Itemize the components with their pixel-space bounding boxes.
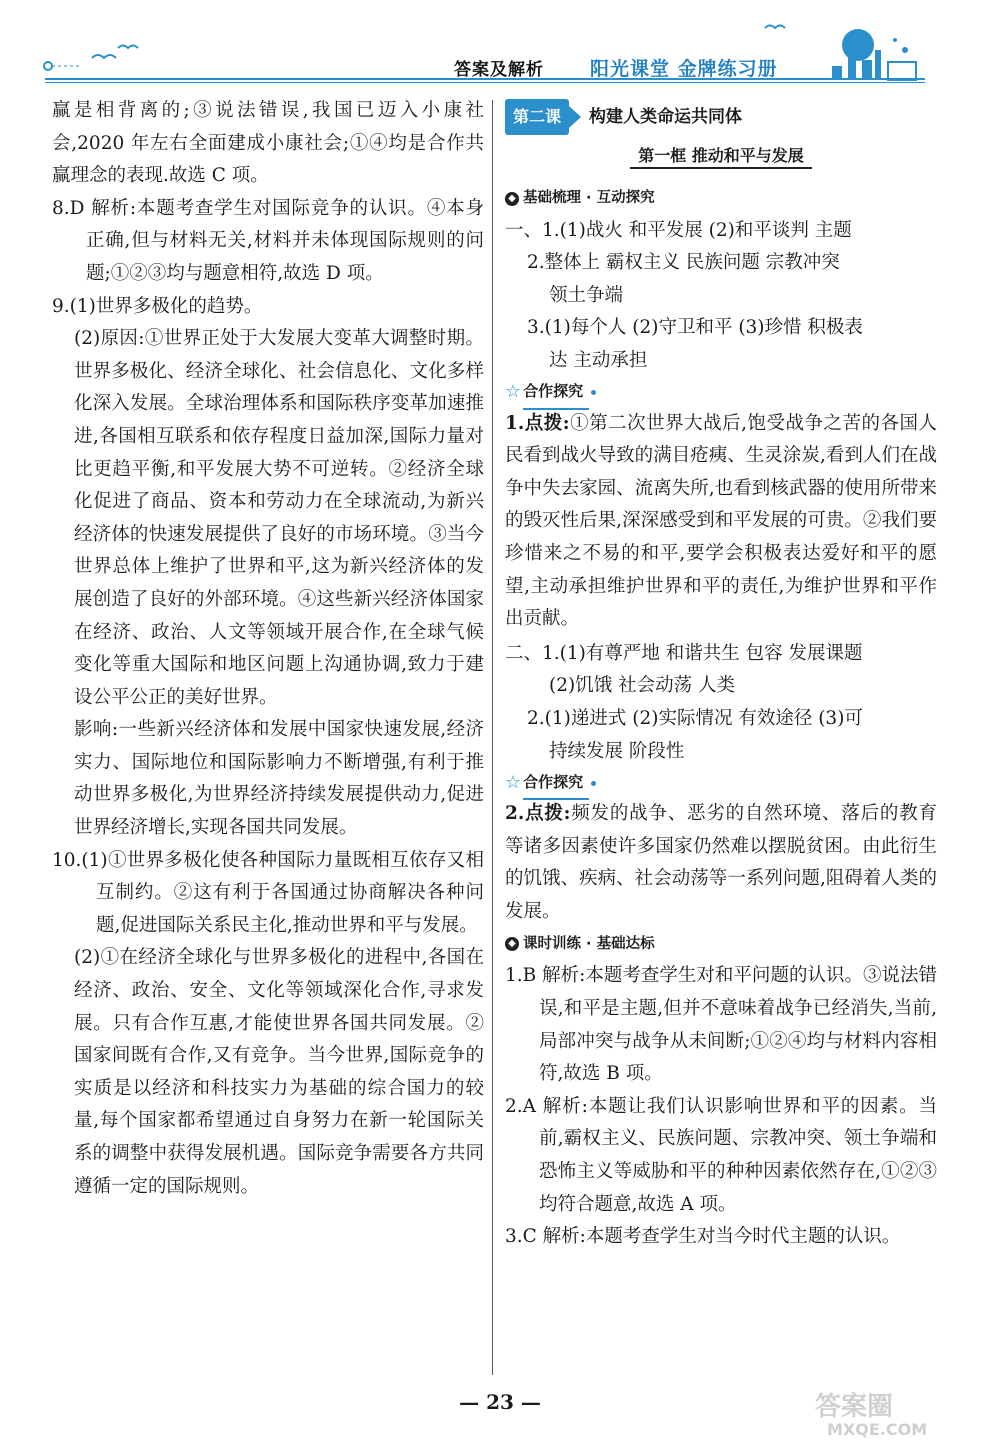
star-icon: ☆ [505, 771, 522, 793]
svg-text:答案圈: 答案圈 [815, 1392, 894, 1422]
header-label: 答案及解析 [454, 60, 544, 80]
svg-text:MXQE.COM: MXQE.COM [827, 1420, 928, 1439]
training-answer-2: 2.A 解析:本题让我们认识影响世界和平的因素。当前,霸权主义、民族问题、宗教冲突、领土争端和恐怖主义等威胁和平的种种因素依然存在,①②③均符合题意,故选 A 项。 [505, 1095, 937, 1215]
s1-line: 2.整体上 霸权主义 民族问题 宗教冲突 [527, 252, 840, 274]
frame-title-text: 第一框 推动和平与发展 [630, 146, 812, 169]
header-decoration-icon [0, 0, 1000, 100]
cooperative-inquiry-heading [505, 378, 937, 408]
s2-line: 二、1.(1)有尊严地 和谐共生 包容 发展课题 [505, 642, 863, 664]
answer-8: 8.D 解析:本题考查学生对国际竞争的认识。④本身正确,但与材料无关,材料并未体现国际规则的问题;①②③均与题意相符,故选 D 项。 [52, 197, 484, 284]
cooperative-inquiry-label: 合作探究 [523, 375, 589, 410]
header-brand: 阳光课堂 金牌练习册 [590, 58, 778, 80]
answer-9-part1: 9.(1)世界多极化的趋势。 [52, 295, 263, 317]
answer-9-impact: 影响:一些新兴经济体和发展中国家快速发展,经济实力、国际地位和国际影响力不断增强,有利于推动世界多极化,为世界经济持续发展提供动力,促进世界经济增长,实现各国共同发展。 [74, 719, 484, 839]
lesson-heading [505, 100, 937, 134]
star-icon: ☆ [505, 381, 522, 403]
frame-title [505, 140, 937, 173]
dot-icon [591, 781, 596, 786]
training-answer-3: 3.C 解析:本题考查学生对当今时代主题的认识。 [505, 1226, 901, 1248]
page-header [0, 0, 1000, 100]
lesson-arrow-icon [569, 106, 581, 128]
coop1-text: ①第二次世界大战后,饱受战争之苦的各国人民看到战火导致的满目疮痍、生灵涂炭,看到人们在战争中失去家园、流离失所,也看到核武器的使用所带来的毁灭性后果,深深感受到和平发展的可贵。②我们要珍惜来之不易的和平,要学会积极表达爱好和平的愿望,主动承担维护世界和平的责任,为维护世界和平作出贡献。 [505, 412, 937, 630]
lesson-title: 构建人类命运共同体 [589, 106, 743, 127]
s2-line: 2.(1)递进式 (2)实际情况 有效途径 (3)可 [527, 707, 863, 729]
s2-line: (2)饥饿 社会动荡 人类 [549, 675, 735, 697]
dot-icon [591, 390, 596, 395]
coop2-label: 2.点拨: [505, 803, 571, 825]
answer-10-part2: (2)①在经济全球化与世界多极化的进程中,各国在经济、政治、安全、文化等领域深化合作,寻求发展。只有合作互惠,才能使世界各国共同发展。②国家间既有合作,又有竞争。当今世界,国际竞争的实质是以经济和科技实力为基础的综合国力的较量,每个国家都希望通过自身努力在新一轮国际关系的调整中获得发展机遇。国际竞争需要各方共同遵循一定的国际规则。 [74, 947, 484, 1197]
section-lesson-training-label: 课时训练 · 基础达标 [523, 936, 655, 953]
column-divider [492, 100, 493, 1375]
s1-line: 一、1.(1)战火 和平发展 (2)和平谈判 主题 [505, 219, 852, 241]
left-column [52, 95, 484, 1203]
coop1-label: 1.点拨: [505, 412, 570, 434]
coop2-text: 频发的战争、恶劣的自然环境、落后的教育等诸多因素使许多国家仍然难以摆脱贫困。由此衍生的饥饿、疾病、社会动荡等一系列问题,阻碍着人类的发展。 [505, 803, 937, 922]
section-bullet-icon: ◆ [505, 937, 519, 951]
section-bullet-icon: ◆ [505, 192, 519, 206]
section-basic-review [505, 183, 937, 215]
coop2-answer [505, 798, 937, 928]
answer-9-part2: (2)原因:①世界正处于大发展大变革大调整时期。世界多极化、经济全球化、社会信息化、文化多样化深入发展。全球治理体系和国际秩序变革加速推进,各国相互联系和依存程度日益加深,国际力量对比更趋平衡,和平发展大势不可逆转。②经济全球化促进了商品、资本和劳动力在全球流动,为新兴经济体的快速发展提供了良好的市场环境。③当今世界总体上维护了世界和平,这为新兴经济体的发展创造了良好的外部环境。④这些新兴经济体国家在经济、政治、人文等领域开展合作,在全球气候变化等重大国际和地区问题上沟通协调,致力于建设公平公正的美好世界。 [74, 328, 484, 708]
cooperative-inquiry-heading-2 [505, 768, 937, 798]
section-basic-review-label: 基础梳理 · 互动探究 [523, 190, 655, 207]
watermark-logo-icon [807, 1385, 982, 1440]
lesson-tag: 第二课 [505, 99, 569, 136]
section-lesson-training [505, 928, 937, 960]
page-number: — 23 — [459, 1390, 541, 1414]
coop1-answer [505, 408, 937, 636]
s1-line: 领土争端 [549, 284, 624, 306]
s1-line: 达 主动承担 [549, 349, 648, 371]
answer-7-continued: 赢是相背离的;③说法错误,我国已迈入小康社会,2020 年左右全面建成小康社会;①④均是合作共赢理念的表现.故选 C 项。 [52, 100, 484, 187]
answer-10-part1: 10.(1)①世界多极化使各种国际力量既相互依存又相互制约。②这有利于各国通过协商解决各种问题,促进国际关系民主化,推动世界和平与发展。 [52, 849, 484, 936]
header-rule-thin [45, 82, 925, 83]
training-answer-1: 1.B 解析:本题考查学生对和平问题的认识。③说法错误,和平是主题,但并不意味着战争已经消失,当前,局部冲突与战争从未间断;①②④均与材料内容相符,故选 B 项。 [505, 965, 937, 1085]
right-column [505, 95, 937, 1254]
s2-line: 持续发展 阶段性 [549, 740, 685, 762]
s1-line: 3.(1)每个人 (2)守卫和平 (3)珍惜 积极表 [527, 317, 863, 339]
cooperative-inquiry-label-2: 合作探究 [523, 766, 589, 801]
